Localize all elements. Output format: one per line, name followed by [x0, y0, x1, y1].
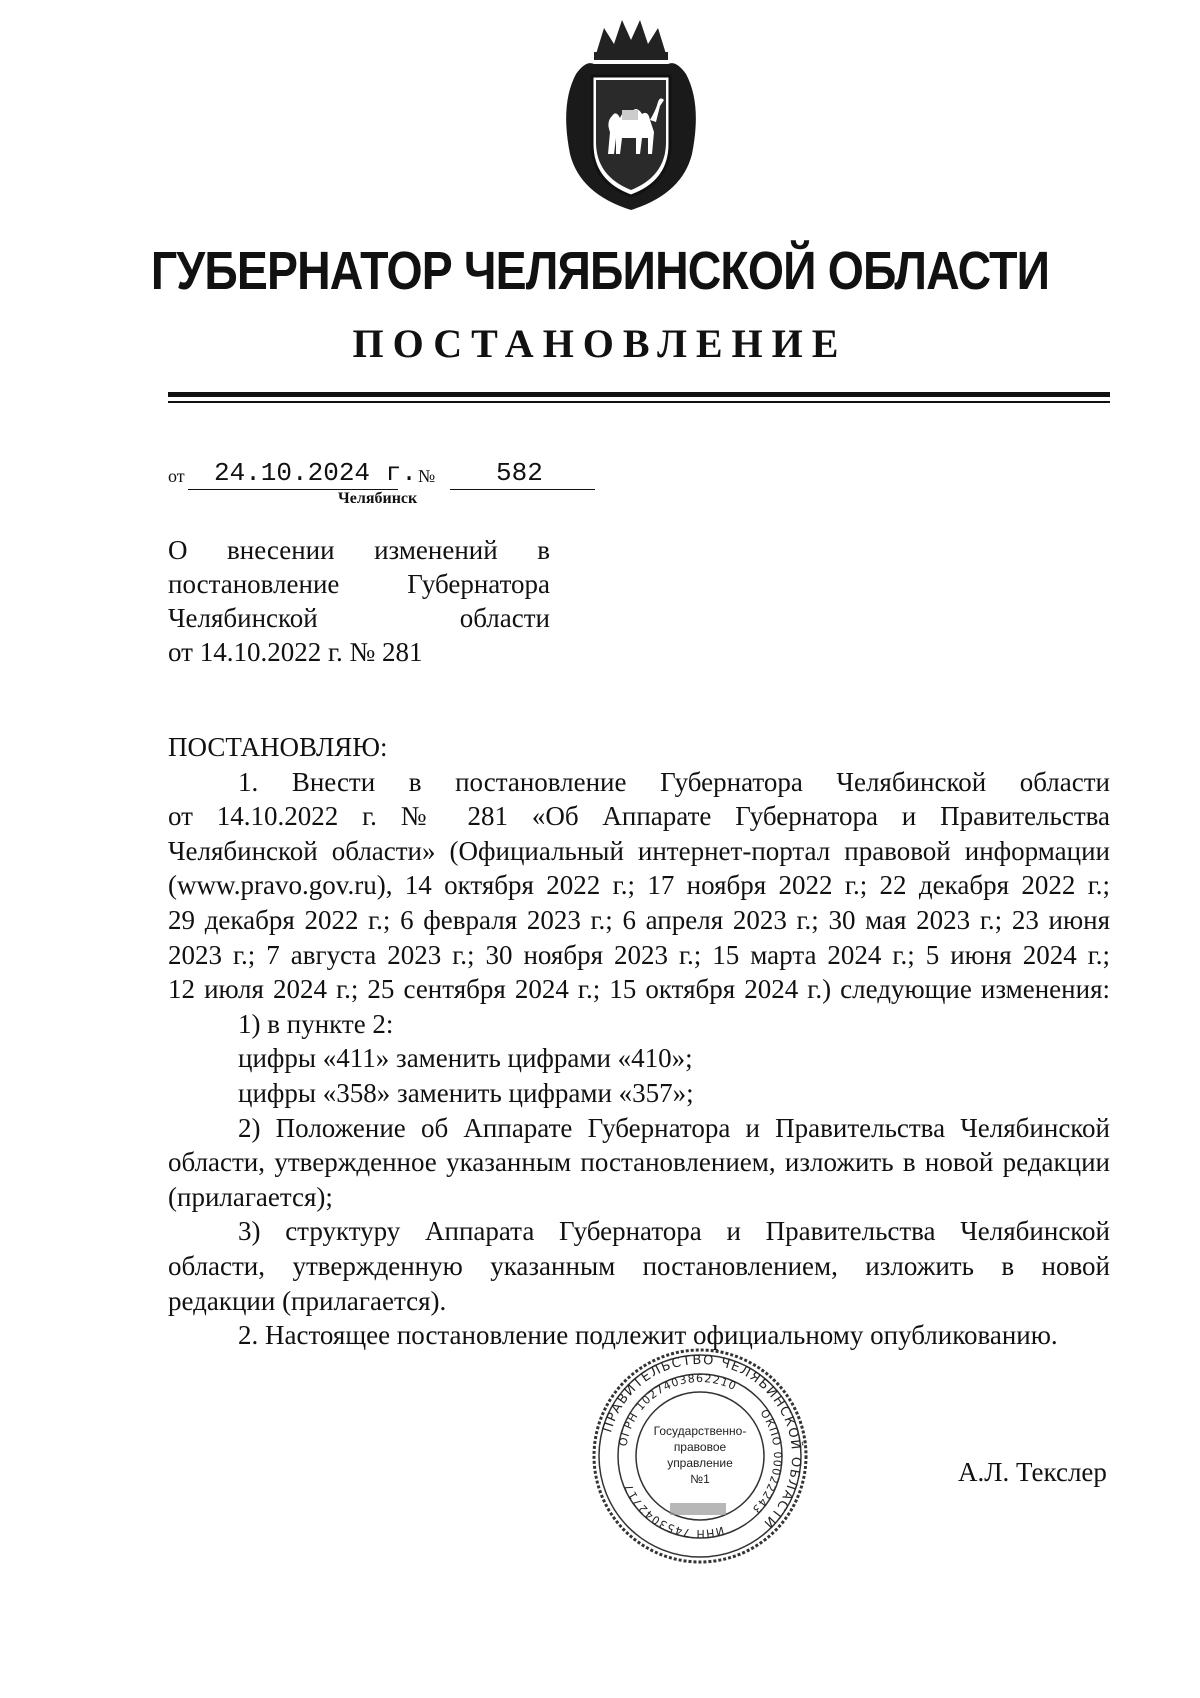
- paragraph-2: 2. Настоящее постановление подлежит официальному опубликованию.: [238, 1320, 1058, 1351]
- subject-line: постановление Губернатора: [168, 569, 550, 599]
- item-3: [168, 1214, 1110, 1318]
- item-1-change-b: цифры «358» заменить цифрами «357»;: [238, 1077, 694, 1108]
- paragraph-line: редакции (прилагается).: [168, 1285, 447, 1316]
- stamp-center-line: №1: [690, 1472, 710, 1486]
- number-sign: №: [418, 466, 436, 486]
- paragraph-line: 3) структуру Аппарата Губернатора и Правительства Челябинской: [238, 1216, 1110, 1247]
- document-body: [168, 730, 1110, 1353]
- stamp-outer-text: ПРАВИТЕЛЬСТВО ЧЕЛЯБИНСКОЙ ОБЛАСТИ: [600, 1352, 804, 1532]
- paragraph-line: 12 июля 2024 г.; 25 сентября 2024 г.; 15 октября 2024 г.) следующие изменения:: [168, 974, 1110, 1005]
- item-2: [168, 1111, 1110, 1215]
- paragraph-line: 1. Внести в постановление Губернатора Челябинской области: [238, 766, 1110, 797]
- paragraph-line: от 14.10.2022 г. № 281 «Об Аппарате Губернатора и Правительства: [168, 801, 1110, 832]
- paragraph-line: 2) Положение об Аппарате Губернатора и Правительства Челябинской: [238, 1112, 1110, 1143]
- header-divider: [168, 392, 1110, 397]
- paragraph-line: 29 декабря 2022 г.; 6 февраля 2023 г.; 6 апреля 2023 г.; 30 мая 2023 г.; 23 июня: [168, 904, 1110, 935]
- subject-line: Челябинской области: [168, 603, 550, 633]
- document-type: ПОСТАНОВЛЕНИЕ: [352, 321, 848, 366]
- paragraph-1: [168, 765, 1110, 1007]
- stamp-smudge: [670, 1503, 726, 1515]
- stamp-ogrn: ОГРН 1027403862210: [616, 1371, 739, 1448]
- city: Челябинск: [338, 490, 418, 507]
- document-subject: [168, 533, 550, 669]
- subject-line: О внесении изменений в: [168, 535, 550, 565]
- item-1-change-a: цифры «411» заменить цифрами «410»;: [238, 1043, 693, 1074]
- official-stamp: [590, 1345, 810, 1567]
- header-divider-thin: [168, 401, 1110, 403]
- decree-word: ПОСТАНОВЛЯЮ:: [168, 732, 388, 762]
- subject-line: от 14.10.2022 г. № 281: [168, 637, 423, 667]
- date-prefix: от: [168, 466, 185, 486]
- coat-of-arms-icon: [556, 14, 706, 214]
- paragraph-line: 2023 г.; 7 августа 2023 г.; 30 ноября 2023 г.; 15 марта 2024 г.; 5 июня 2024 г.;: [168, 939, 1110, 970]
- paragraph-line: (www.pravo.gov.ru), 14 октября 2022 г.; 17 ноября 2022 г.; 22 декабря 2022 г.;: [168, 870, 1110, 901]
- stamp-center-line: Государственно-: [653, 1424, 747, 1438]
- paragraph-line: Челябинской области» (Официальный интернет-портал правовой информации: [168, 835, 1110, 866]
- document-date: 24.10.2024 г.: [188, 458, 398, 490]
- stamp-okpo: ОКПО 00022243: [749, 1407, 785, 1517]
- stamp-inn: ИНН 7453042717: [621, 1481, 726, 1541]
- document-number: 582: [450, 458, 595, 490]
- signer-name: А.Л. Текслер: [958, 1457, 1107, 1487]
- item-1-head: 1) в пункте 2:: [238, 1008, 394, 1039]
- org-title: ГУБЕРНАТОР ЧЕЛЯБИНСКОЙ ОБЛАСТИ: [150, 241, 1050, 301]
- paragraph-line: области, утвержденное указанным постановлением, изложить в новой редакции: [168, 1147, 1110, 1178]
- stamp-center-line: управление: [667, 1456, 733, 1470]
- paragraph-line: (прилагается);: [168, 1181, 333, 1212]
- paragraph-line: области, утвержденную указанным постановлением, изложить в новой: [168, 1250, 1110, 1281]
- stamp-center-line: правовое: [673, 1440, 727, 1454]
